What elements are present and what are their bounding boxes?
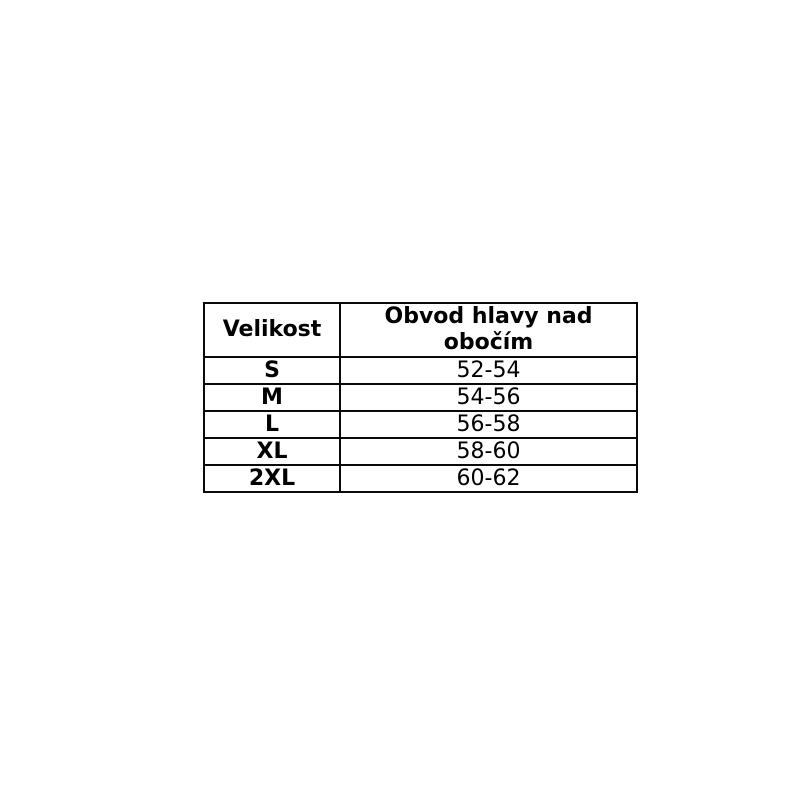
range-cell: 56-58 — [340, 411, 637, 438]
size-cell: 2XL — [204, 465, 340, 492]
table-row — [204, 357, 637, 384]
range-cell: 58-60 — [340, 438, 637, 465]
header-cell-size: Velikost — [204, 303, 340, 357]
table-row — [204, 411, 637, 438]
size-chart-table — [203, 302, 638, 493]
size-cell: M — [204, 384, 340, 411]
range-cell: 60-62 — [340, 465, 637, 492]
table-row — [204, 465, 637, 492]
table-row — [204, 438, 637, 465]
range-cell: 54-56 — [340, 384, 637, 411]
range-cell: 52-54 — [340, 357, 637, 384]
size-cell: S — [204, 357, 340, 384]
table-row — [204, 384, 637, 411]
size-cell: XL — [204, 438, 340, 465]
size-cell: L — [204, 411, 340, 438]
header-cell-head-circumference: Obvod hlavy nad obočím — [340, 303, 637, 357]
table-header-row — [204, 303, 637, 357]
